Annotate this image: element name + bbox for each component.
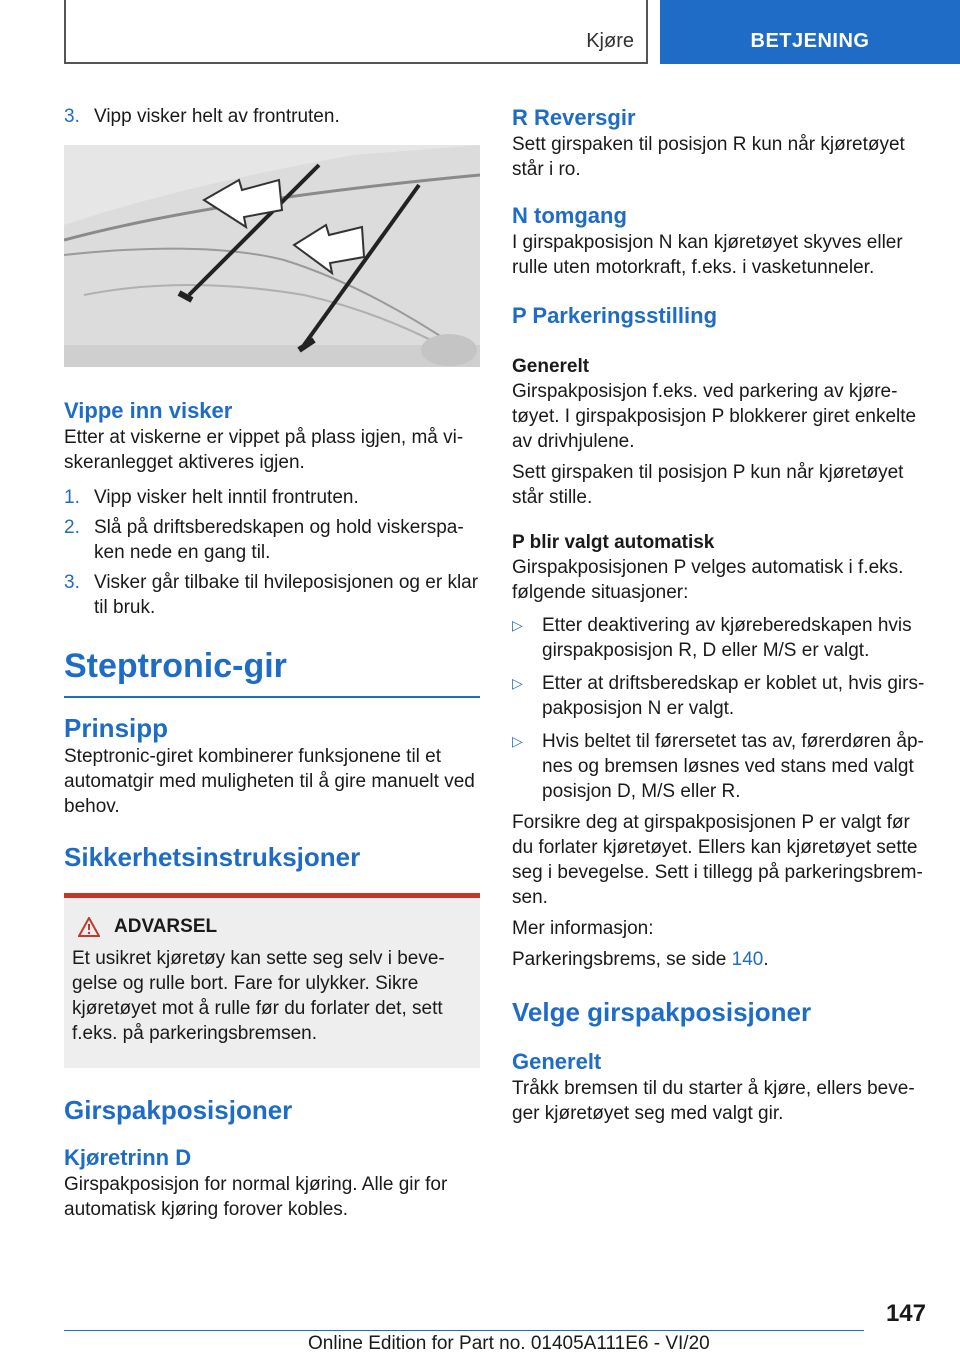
- section-girspak: [64, 1094, 480, 1126]
- warning-title: ADVARSEL: [114, 916, 218, 937]
- bullet-item: [512, 613, 928, 663]
- heading-velge-girspakposisjoner: Velge girspakposisjoner: [512, 997, 812, 1027]
- footer-edition: Online Edition for Part no. 01405A111E6 - VI/20: [308, 1333, 710, 1354]
- bullet-text: Hvis beltet til førersetet tas av, førerdøren åpnes og bremsen løsnes ved stans med valgt posisjon D, M/S eller R.: [542, 731, 924, 802]
- wiper-illustration: [64, 145, 480, 367]
- footer-divider: [64, 1330, 864, 1331]
- step-item: [64, 515, 480, 565]
- section-sikkerhet: [64, 841, 480, 873]
- warning-title-row: [72, 916, 472, 938]
- reference-suffix: .: [763, 949, 769, 970]
- heading-steptronic-wrap: [64, 646, 480, 698]
- heading-prinsipp: Prinsipp: [64, 713, 169, 743]
- step-number: 3.: [64, 572, 80, 593]
- paragraph-generelt-2: Sett girspaken til posisjon P kun når kjøretøyet står stille.: [512, 462, 904, 508]
- page-number: 147: [885, 1300, 926, 1327]
- left-column: [64, 104, 480, 1222]
- step-number: 2.: [64, 517, 80, 538]
- header-section: BETJENING: [750, 30, 870, 52]
- step-number: 1.: [64, 487, 80, 508]
- step-item: [64, 485, 480, 510]
- paragraph-prinsipp: Steptronic-giret kombinerer funksjonene til et automatgir med muligheten til å gire manuelt ved behov.: [64, 746, 475, 817]
- warning-text: Et usikret kjøretøy kan sette seg selv i bevegelse og rulle bort. Fare for ulykker. Sikre kjøretøyet mot å rulle før du forlater det, sett f.eks. på parkeringsbremsen.: [72, 948, 445, 1044]
- paragraph-reversgir: Sett girspaken til posisjon R kun når kjøretøyet står i ro.: [512, 134, 905, 180]
- paragraph-tomgang: I girspakposisjon N kan kjøretøyet skyves eller rulle uten motorkraft, f.eks. i vasketunneler.: [512, 232, 903, 278]
- bullet-item: [512, 671, 928, 721]
- step-text: Slå på driftsberedskapen og hold viskerspaken nede en gang til.: [94, 517, 464, 563]
- subheading-automatisk: P blir valgt automatisk: [512, 532, 715, 553]
- section-vippe: [64, 397, 480, 620]
- header-chapter-box: [64, 0, 648, 64]
- paragraph-automatisk: Girspakposisjonen P velges automatisk i f.eks. følgende situasjoner:: [512, 557, 904, 603]
- section-kjoretrinn: [64, 1144, 480, 1222]
- heading-vippe-inn-visker: Vippe inn visker: [64, 398, 233, 423]
- step-list-vippe: [64, 485, 480, 620]
- paragraph-forsikre: Forsikre deg at girspakposisjonen P er valgt før du forlater kjøretøyet. Ellers kan kjøretøyet sette seg i bevegelse. Sett i tillegg på parkeringsbremsen.: [512, 812, 923, 908]
- paragraph-generelt-3: Tråkk bremsen til du starter å kjøre, ellers beveger kjøretøyet seg med valgt gir.: [512, 1078, 915, 1124]
- triangle-bullet-icon: ▷: [512, 733, 523, 749]
- step-item: [64, 104, 480, 129]
- paragraph-reference: [512, 947, 928, 972]
- step-list-top: [64, 104, 480, 129]
- paragraph-kjoretrinn: Girspakposisjon for normal kjøring. Alle gir for automatisk kjøring forover kobles.: [64, 1174, 448, 1220]
- warning-box: [64, 893, 480, 1068]
- heading-girspakposisjoner: Girspakposisjoner: [64, 1095, 293, 1125]
- triangle-bullet-icon: ▷: [512, 675, 523, 691]
- bullet-list: [512, 613, 928, 804]
- subheading-generelt: Generelt: [512, 356, 590, 377]
- section-prinsipp: [64, 712, 480, 819]
- reference-text: Parkeringsbrems, se side: [512, 949, 732, 970]
- step-item: [64, 570, 480, 620]
- step-number: 3.: [64, 106, 80, 127]
- windshield-wipers-illustration: [64, 145, 480, 367]
- header-chapter: Kjøre: [586, 30, 634, 52]
- right-column: [512, 104, 928, 1126]
- warning-triangle-icon: [78, 917, 100, 937]
- paragraph-vippe: Etter at viskerne er vippet på plass igjen, må viskeranlegget aktiveres igjen.: [64, 427, 464, 473]
- bullet-text: Etter deaktivering av kjøreberedskapen hvis girspakposisjon R, D eller M/S er valgt.: [542, 615, 912, 661]
- heading-kjoretrinn-d: Kjøretrinn D: [64, 1145, 192, 1170]
- heading-parkeringsstilling: P Parkeringsstilling: [512, 303, 718, 328]
- step-text: Visker går tilbake til hvileposisjonen og er klar til bruk.: [94, 572, 479, 618]
- step-text: Vipp visker helt inntil frontruten.: [94, 487, 359, 508]
- paragraph-mer-informasjon: Mer informasjon:: [512, 918, 654, 939]
- triangle-bullet-icon: ▷: [512, 617, 523, 633]
- paragraph-generelt-1: Girspakposisjon f.eks. ved parkering av kjøretøyet. I girspakposisjon P blokkerer giret enkelte av drivhjulene.: [512, 381, 917, 452]
- header-section-box: [660, 0, 960, 64]
- bullet-text: Etter at driftsberedskap er koblet ut, hvis girspakposisjon N er valgt.: [542, 673, 925, 719]
- bullet-item: [512, 729, 928, 804]
- heading-sikkerhet: Sikkerhetsinstruksjoner: [64, 842, 361, 872]
- heading-tomgang: N tomgang: [512, 203, 627, 228]
- heading-steptronic: Steptronic-gir: [64, 647, 287, 685]
- step-text: Vipp visker helt av frontruten.: [94, 106, 340, 127]
- heading-reversgir: R Reversgir: [512, 105, 636, 130]
- page-link[interactable]: 140: [731, 949, 764, 970]
- heading-generelt: Generelt: [512, 1049, 602, 1074]
